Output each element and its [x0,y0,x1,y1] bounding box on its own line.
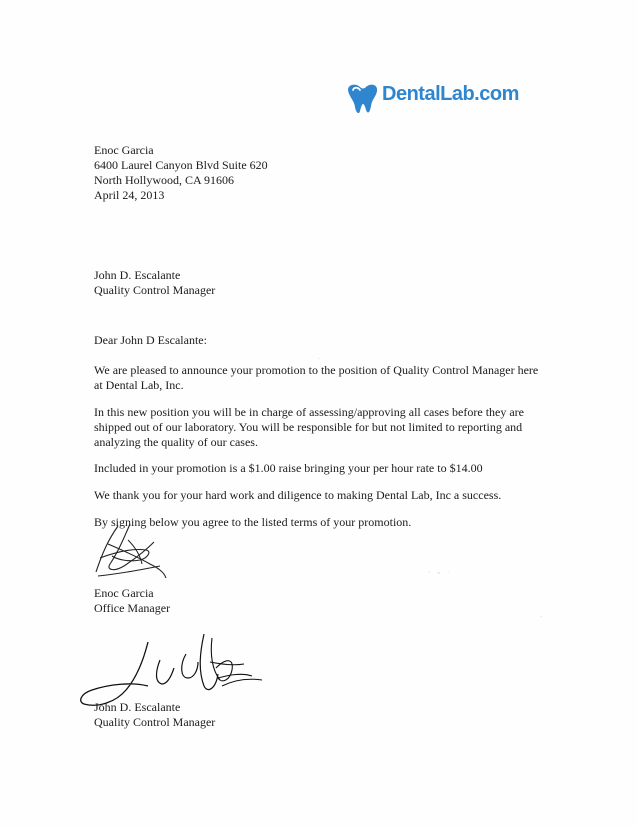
recipient-name: John D. Escalante [94,268,181,282]
scan-speckle: · ∘ · [428,569,452,577]
paragraph-announcement: We are pleased to announce your promotion to the position of Quality Control Manager here at Dental Lab, Inc. [94,363,539,392]
letter-date: April 24, 2013 [94,188,165,202]
signatory-name: John D. Escalante [94,700,181,714]
signatory-quality-control-manager [94,700,215,730]
signatory-office-manager [94,586,170,616]
sender-block [94,143,268,203]
salutation: Dear John D Escalante: [94,333,207,347]
paragraph-responsibilities: In this new position you will be in charge of assessing/approving all cases before they are shipped out of our laboratory. You will be responsible for but not limited to reporting and analyzing the quality of our cases. [94,405,525,449]
signatory-title: Office Manager [94,601,171,615]
signatory-title: Quality Control Manager [94,715,216,729]
sender-name: Enoc Garcia [94,143,154,157]
sender-address-line1: 6400 Laurel Canyon Blvd Suite 620 [94,158,268,172]
signatory-name: Enoc Garcia [94,586,154,600]
office-manager-signature [88,520,188,584]
recipient-block [94,268,215,298]
dental-lab-logo [344,82,544,118]
paragraph-terms: By signing below you agree to the listed terms of your promotion. [94,515,412,529]
sender-address-line2: North Hollywood, CA 91606 [94,173,235,187]
tooth-logo-icon [344,82,384,118]
scan-speckle: · [318,355,323,363]
paragraph-thanks: We thank you for your hard work and diligence to making Dental Lab, Inc a success. [94,488,502,502]
recipient-title: Quality Control Manager [94,283,216,297]
scan-speckle: · [540,613,545,621]
paragraph-raise: Included in your promotion is a $1.00 raise bringing your per hour rate to $14.00 [94,461,483,475]
logo-text: DentalLab.com [382,83,519,105]
